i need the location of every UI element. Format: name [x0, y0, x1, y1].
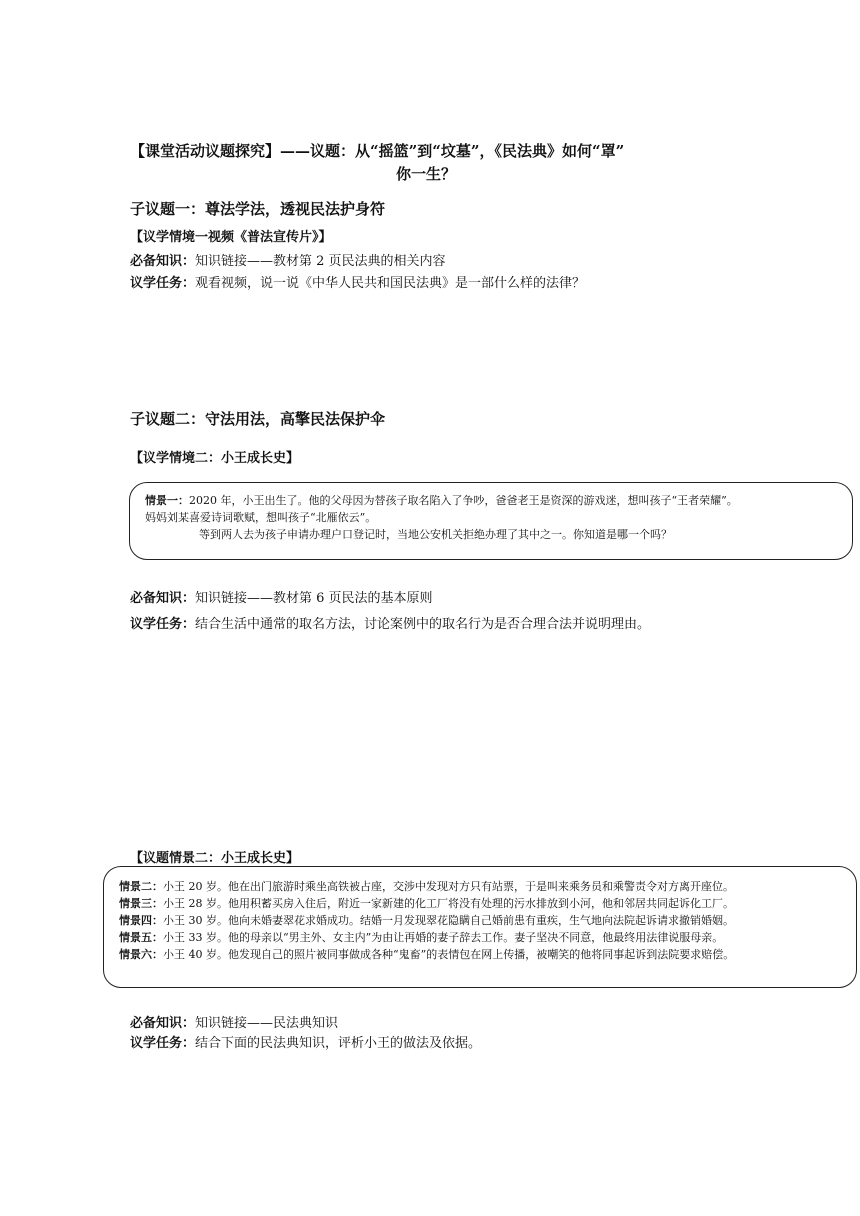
- sub-topic-2-heading: 子议题二：守法用法，高擎民法保护伞: [130, 410, 386, 428]
- page-title-line1: 【课堂活动议题探究】——议题：从“摇篮”到“坟墓”，《民法典》如何“罩”: [130, 142, 625, 160]
- knowledge-label: 必备知识：: [130, 1016, 196, 1031]
- task-text: 观看视频，说一说《中华人民共和国民法典》是一部什么样的法律？: [195, 276, 586, 291]
- scenario-row: [119, 929, 856, 946]
- scenario-text: 小王 20 岁。他在出门旅游时乘坐高铁被占座，交涉中发现对方只有站票，于是叫来乘务员和乘警责令对方离开座位。: [163, 880, 734, 893]
- scenario-label: 情景二：: [119, 880, 163, 893]
- task-label: 议学任务：: [130, 617, 196, 632]
- scenario-row: [119, 895, 856, 912]
- task-label: 议学任务：: [130, 276, 196, 291]
- knowledge-text: 知识链接——教材第 6 页民法的基本原则: [195, 591, 433, 606]
- task-line-3: [130, 1032, 481, 1051]
- knowledge-text: 知识链接——民法典知识: [195, 1016, 339, 1031]
- knowledge-line-2: [130, 587, 433, 606]
- task-text: 结合下面的民法典知识，评析小王的做法及依据。: [195, 1036, 482, 1051]
- scenario-label: 情景一：: [145, 494, 189, 507]
- scenario-1-line2: 妈妈刘某喜爱诗词歌赋，想叫孩子“北雁依云”。: [145, 511, 377, 524]
- scenario-row: [119, 912, 856, 929]
- scenario-1-line3: 等到两人去为孩子申请办理户口登记时，当地公安机关拒绝办理了其中之一。你知道是哪一个吗？: [199, 528, 672, 541]
- task-label: 议学任务：: [130, 1036, 196, 1051]
- scenario-label: 情景五：: [119, 931, 163, 944]
- scenario-label: 情景六：: [119, 948, 163, 961]
- sub-topic-1-heading: 子议题一：尊法学法，透视民法护身符: [130, 200, 386, 218]
- situation-3-title: 【议题情景二：小王成长史】: [130, 851, 300, 866]
- scenario-row: [119, 878, 856, 895]
- page-title-line2: 你一生？: [396, 165, 457, 183]
- scenario-text: 小王 33 岁。他的母亲以“男主外、女主内”为由让再婚的妻子辞去工作。妻子坚决不同意，他最终用法律说服母亲。: [163, 931, 724, 944]
- task-line-2: [130, 613, 650, 632]
- knowledge-label: 必备知识：: [130, 591, 196, 606]
- knowledge-line-1: [130, 250, 446, 269]
- scenario-label: 情景四：: [119, 914, 163, 927]
- scenario-text: 小王 30 岁。他向未婚妻翠花求婚成功。结婚一月发现翠花隐瞒自己婚前患有重疾，生气地向法院起诉请求撤销婚姻。: [163, 914, 734, 927]
- scenario-row: [119, 946, 856, 963]
- scenario-text: 小王 28 岁。他用积蓄买房入住后，附近一家新建的化工厂将没有处理的污水排放到小河，他和邻居共同起诉化工厂。: [163, 897, 734, 910]
- situation-2-title: 【议学情境二：小王成长史】: [130, 451, 300, 466]
- knowledge-line-3: [130, 1012, 338, 1031]
- scenario-box-2: [103, 866, 857, 988]
- task-line-1: [130, 272, 585, 291]
- scenario-label: 情景三：: [119, 897, 163, 910]
- knowledge-text: 知识链接——教材第 2 页民法典的相关内容: [195, 254, 446, 269]
- task-text: 结合生活中通常的取名方法，讨论案例中的取名行为是否合理合法并说明理由。: [195, 617, 651, 632]
- scenario-box-1: [129, 482, 853, 560]
- scenario-text: 2020 年，小王出生了。他的父母因为替孩子取名陷入了争吵，爸爸老王是资深的游戏迷，想叫孩子“王者荣耀”。: [189, 494, 738, 507]
- situation-1-title: 【议学情境一视频《普法宣传片》】: [130, 230, 332, 245]
- knowledge-label: 必备知识：: [130, 254, 196, 269]
- scenario-1-line1: [145, 492, 842, 509]
- scenario-text: 小王 40 岁。他发现自己的照片被同事做成各种“鬼畜”的表情包在网上传播，被嘲笑的他将同事起诉到法院要求赔偿。: [163, 948, 735, 961]
